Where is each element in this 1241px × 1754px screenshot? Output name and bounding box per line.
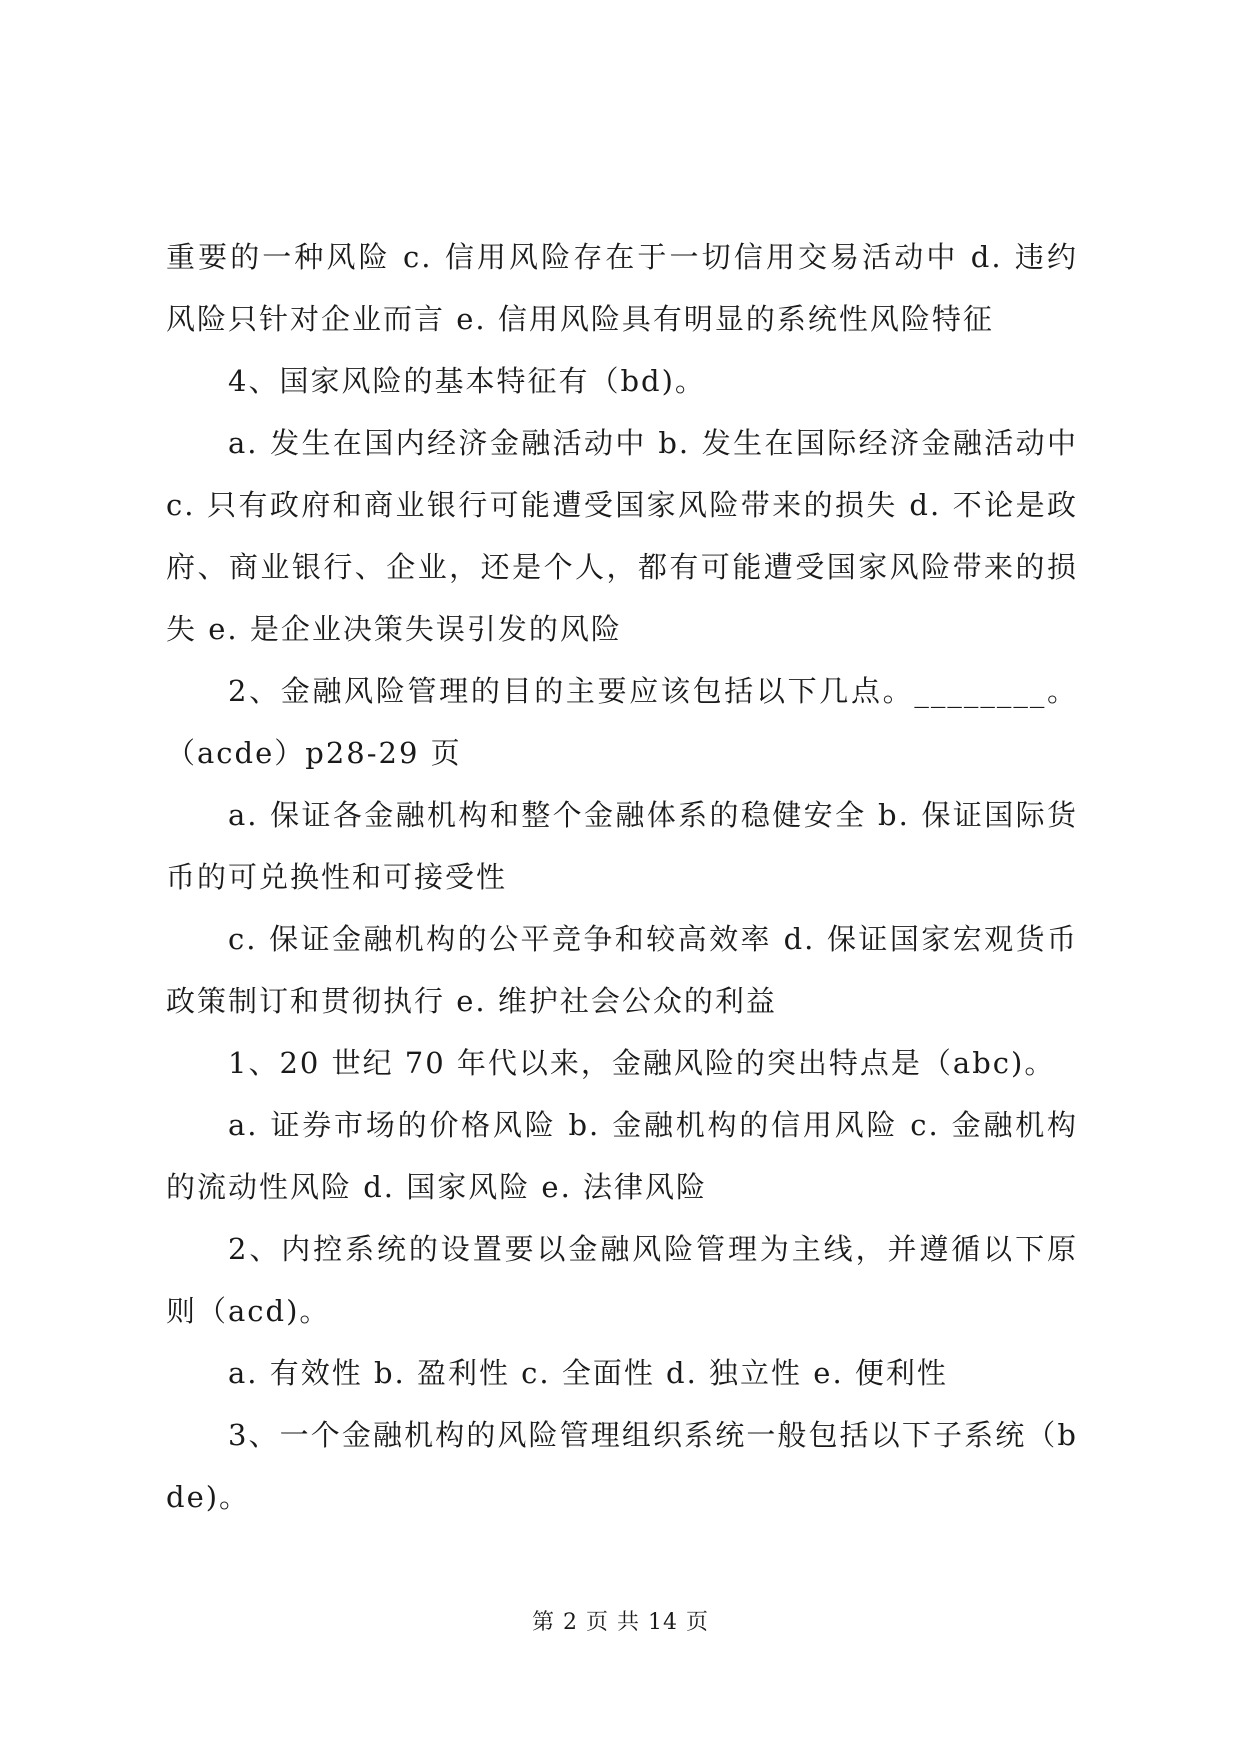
paragraph-9: a. 有效性 b. 盈利性 c. 全面性 d. 独立性 e. 便利性: [228, 1356, 948, 1390]
paragraph-0: 重要的一种风险 c. 信用风险存在于一切信用交易活动中 d. 违约风险只针对企业而言 e. 信用风险具有明显的系统性风险特征: [166, 240, 1078, 336]
paragraph-5: c. 保证金融机构的公平竞争和较高效率 d. 保证国家宏观货币政策制订和贯彻执行 e. 维护社会公众的利益: [166, 922, 1078, 1018]
body-text: [166, 226, 1078, 1528]
paragraph-7: a. 证券市场的价格风险 b. 金融机构的信用风险 c. 金融机构的流动性风险 d. 国家风险 e. 法律风险: [166, 1108, 1078, 1204]
paragraph-10: 3、一个金融机构的风险管理组织系统一般包括以下子系统（bde)。: [166, 1418, 1078, 1514]
paragraph-6: 1、20 世纪 70 年代以来，金融风险的突出特点是（abc)。: [228, 1046, 1056, 1080]
page-footer: 第 2 页 共 14 页: [532, 1610, 709, 1635]
paragraph-3: 2、金融风险管理的目的主要应该包括以下几点。________。（acde）p28-29 页: [166, 674, 1078, 770]
paragraph-8: 2、内控系统的设置要以金融风险管理为主线，并遵循以下原则（acd)。: [166, 1232, 1078, 1328]
paragraph-1: 4、国家风险的基本特征有（bd)。: [228, 364, 706, 398]
paragraph-4: a. 保证各金融机构和整个金融体系的稳健安全 b. 保证国际货币的可兑换性和可接受性: [166, 798, 1078, 894]
paragraph-2: a. 发生在国内经济金融活动中 b. 发生在国际经济金融活动中 c. 只有政府和商业银行可能遭受国家风险带来的损失 d. 不论是政府、商业银行、企业，还是个人，都有可能遭受国家风险带来的损失 e. 是企业决策失误引发的风险: [166, 426, 1078, 646]
